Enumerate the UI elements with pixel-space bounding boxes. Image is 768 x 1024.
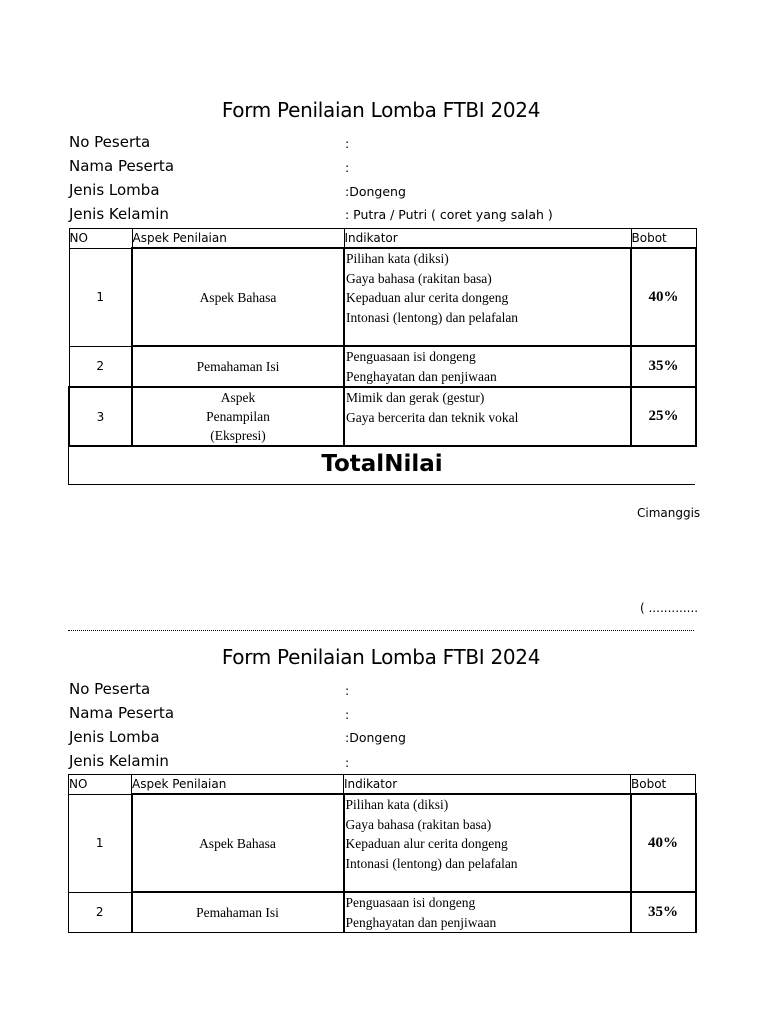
row-indikator: [344, 248, 631, 346]
header-indikator: Indikator: [344, 229, 631, 249]
row-aspek: Pemahaman Isi: [132, 346, 344, 387]
place-label: Cimanggis: [637, 506, 701, 520]
indikator-line: Gaya bercerita dan teknik vokal: [346, 409, 519, 425]
row-no: 1: [69, 794, 132, 892]
label-no-peserta: No Peserta: [69, 133, 151, 151]
aspek-line: Penampilan: [206, 409, 270, 424]
value-nama-peserta: :: [345, 707, 350, 722]
row-aspek: Aspek Bahasa: [132, 794, 344, 892]
value-no-peserta: :: [345, 136, 350, 151]
row-aspek: Aspek Bahasa: [132, 248, 344, 346]
indikator-line: Kepaduan alur cerita dongeng: [345, 836, 508, 851]
label-nama-peserta: Nama Peserta: [69, 157, 175, 175]
table-row: [69, 794, 696, 892]
row-no: 1: [69, 248, 132, 346]
row-indikator: [344, 387, 631, 446]
row-aspek: Pemahaman Isi: [132, 892, 344, 933]
indikator-line: Pilihan kata (diksi): [345, 797, 449, 812]
table-row: [69, 387, 696, 446]
value-no-peserta: :: [345, 683, 350, 698]
header-aspek: Aspek Penilaian: [132, 229, 344, 249]
header-no: NO: [69, 229, 132, 249]
indikator-line: Penguasaan isi dongeng: [345, 895, 476, 910]
indikator-line: Penghayatan dan penjiwaan: [345, 914, 497, 930]
indikator-line: Kepaduan alur cerita dongeng: [346, 290, 509, 305]
form-title: Form Penilaian Lomba FTBI 2024: [221, 98, 541, 122]
header-aspek: Aspek Penilaian: [132, 775, 344, 795]
total-nilai: TotalNilai: [68, 446, 695, 485]
indikator-line: Gaya bahasa (rakitan basa): [346, 270, 492, 286]
row-bobot: 40%: [631, 794, 696, 892]
value-nama-peserta: :: [345, 160, 350, 175]
table-row: [69, 892, 696, 933]
row-no: 2: [69, 892, 132, 933]
row-bobot: 35%: [631, 346, 696, 387]
form-title: Form Penilaian Lomba FTBI 2024: [221, 645, 541, 669]
row-indikator: [344, 346, 631, 387]
value-jenis-kelamin: : Putra / Putri ( coret yang salah ): [345, 207, 553, 222]
table-header-row: [69, 229, 696, 249]
aspek-line: Aspek: [220, 390, 256, 405]
row-aspek: [132, 387, 344, 446]
row-bobot: 25%: [631, 387, 696, 446]
indikator-line: Mimik dan gerak (gestur): [346, 390, 485, 405]
row-indikator: [344, 892, 631, 933]
row-indikator: [344, 794, 631, 892]
indikator-line: Pilihan kata (diksi): [346, 251, 449, 266]
indikator-line: Intonasi (lentong) dan pelafalan: [345, 855, 518, 871]
indikator-line: Penghayatan dan penjiwaan: [346, 368, 497, 384]
row-no: 2: [69, 346, 132, 387]
value-jenis-kelamin: :: [345, 755, 350, 770]
header-bobot: Bobot: [631, 775, 696, 795]
row-bobot: 40%: [631, 248, 696, 346]
score-table: [68, 228, 697, 447]
label-jenis-kelamin: Jenis Kelamin: [69, 205, 169, 223]
value-jenis-lomba: :Dongeng: [345, 184, 406, 199]
label-jenis-kelamin: Jenis Kelamin: [69, 752, 169, 770]
aspek-line: (Ekspresi): [210, 428, 266, 443]
header-indikator: Indikator: [344, 775, 631, 795]
table-header-row: [69, 775, 696, 795]
cut-line: [68, 630, 694, 631]
score-table: [68, 774, 697, 933]
indikator-line: Penguasaan isi dongeng: [346, 349, 476, 364]
header-bobot: Bobot: [631, 229, 696, 249]
header-no: NO: [69, 775, 132, 795]
row-no: 3: [69, 387, 132, 446]
value-jenis-lomba: :Dongeng: [345, 730, 406, 745]
table-row: [69, 346, 696, 387]
indikator-line: Intonasi (lentong) dan pelafalan: [346, 309, 519, 325]
label-jenis-lomba: Jenis Lomba: [69, 181, 160, 199]
label-jenis-lomba: Jenis Lomba: [69, 728, 160, 746]
row-bobot: 35%: [631, 892, 696, 933]
table-row: [69, 248, 696, 346]
indikator-line: Gaya bahasa (rakitan basa): [345, 816, 492, 832]
label-no-peserta: No Peserta: [69, 680, 151, 698]
signature-line: ( .............: [640, 601, 699, 615]
label-nama-peserta: Nama Peserta: [69, 704, 175, 722]
